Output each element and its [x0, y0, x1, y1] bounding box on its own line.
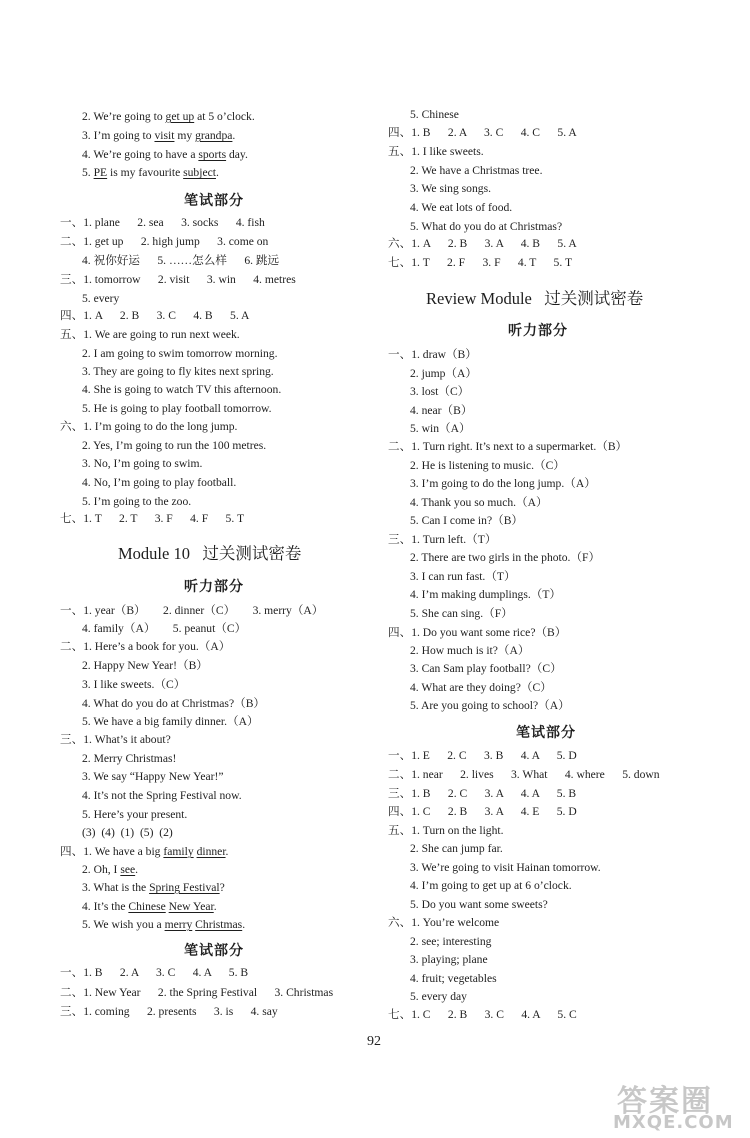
answer-text: 二、1. Turn right. It’s next to a supermarket.（B）	[388, 440, 628, 453]
answer-text: 3. I can run fast.（T）	[410, 570, 516, 583]
answer-text: 4. What are they doing?（C）	[410, 681, 552, 694]
answer-text: 4. Thank you so much.（A）	[410, 496, 548, 509]
module-title: Review Module 过关测试密卷	[426, 289, 644, 308]
answer-line	[388, 768, 660, 782]
answer-text: at 5 o’clock.	[194, 110, 255, 123]
answer-text: 2. Merry Christmas!	[82, 752, 177, 765]
answer-line	[82, 808, 187, 822]
answer-line	[60, 986, 333, 1000]
page-number: 92	[367, 1034, 381, 1049]
underlined-answer: New Year	[168, 900, 214, 913]
answer-text: 5. Here’s your present.	[82, 808, 188, 821]
answer-text: 5. every day	[410, 990, 467, 1003]
answer-text: 二、1. get up 2. high jump 3. come on	[60, 235, 269, 248]
answer-text: 3. They are going to fly kites next spring.	[82, 365, 274, 378]
answer-text: 4. 祝你好运 5. ……怎么样 6. 跳远	[82, 254, 280, 267]
answer-line	[82, 457, 202, 471]
answer-line	[388, 749, 577, 763]
underlined-answer: merry	[164, 918, 193, 931]
answer-text: 七、1. T 2. F 3. F 4. T 5. T	[388, 256, 573, 269]
answer-text: 一、1. E 2. C 3. B 4. A 5. D	[388, 749, 577, 762]
answer-line	[410, 588, 561, 602]
underlined-answer: subject	[183, 166, 216, 179]
answer-text: 2. We’re going to	[82, 110, 166, 123]
answer-line	[82, 622, 246, 636]
answer-text: .	[213, 900, 217, 913]
underlined-answer: get up	[165, 110, 195, 123]
answer-line	[82, 495, 191, 509]
answer-line	[82, 659, 208, 673]
answer-line	[82, 789, 242, 803]
answer-line	[410, 164, 542, 178]
answer-text: 3. lost（C）	[410, 385, 470, 398]
answer-text: 5. She can sing.（F）	[410, 607, 513, 620]
answer-text: 3. We sing songs.	[410, 182, 491, 195]
answer-text: 2. We have a Christmas tree.	[410, 164, 543, 177]
answer-line	[388, 237, 577, 251]
answer-text: .	[135, 863, 139, 876]
answer-line	[82, 476, 236, 490]
answer-text: 三、1. Turn left.（T）	[388, 533, 497, 546]
answer-text: 4. She is going to watch TV this afternoon.	[82, 383, 282, 396]
answer-line	[82, 402, 272, 416]
answer-text: 3. We say “Happy New Year!”	[82, 770, 224, 783]
answer-line	[410, 607, 513, 621]
answer-text: 一、1. draw（B）	[388, 348, 477, 361]
answer-text: 4. We’re going to have a	[82, 148, 199, 161]
answer-text: 3. I’m going to do the long jump.（A）	[410, 477, 596, 490]
answer-text: 2. Yes, I’m going to run the 100 metres.	[82, 439, 267, 452]
answer-text: 4. It’s not the Spring Festival now.	[82, 789, 242, 802]
answer-text: 2. How much is it?（A）	[410, 644, 530, 657]
answer-text: 二、1. near 2. lives 3. What 4. where 5. down	[388, 768, 660, 781]
underlined-answer: PE	[93, 166, 108, 179]
answer-text: 4. No, I’m going to play football.	[82, 476, 237, 489]
answer-text: 一、1. year（B） 2. dinner（C） 3. merry（A）	[60, 604, 324, 617]
underlined-answer: grandpa	[195, 129, 233, 142]
answer-line	[410, 385, 469, 399]
answer-line	[410, 201, 512, 215]
answer-text: 3. I’m going to	[82, 129, 155, 142]
answer-text: 2. Oh, I	[82, 863, 121, 876]
answer-text: 二、1. New Year 2. the Spring Festival 3. Christmas	[60, 986, 334, 999]
answer-text: 3. Can Sam play football?（C）	[410, 662, 562, 675]
answer-line	[60, 640, 230, 654]
answer-text: .	[215, 166, 219, 179]
answer-line	[388, 126, 577, 140]
answer-line	[60, 1005, 278, 1019]
answer-text: 4. It’s the	[82, 900, 129, 913]
answer-line	[410, 879, 572, 893]
answer-line	[410, 861, 601, 875]
underlined-answer: dinner	[196, 845, 226, 858]
answer-line	[82, 697, 265, 711]
answer-text: 4. near（B）	[410, 404, 473, 417]
answer-text: 3. No, I’m going to swim.	[82, 457, 203, 470]
answer-text: 4. fruit; vegetables	[410, 972, 497, 985]
underlined-answer: Spring Festival	[149, 881, 220, 894]
answer-line	[82, 383, 281, 397]
answer-line	[82, 752, 176, 766]
answer-text: .	[225, 845, 229, 858]
answer-line	[82, 826, 173, 840]
answer-line	[410, 404, 472, 418]
answer-line	[388, 256, 572, 270]
section-heading: 听力部分	[184, 580, 244, 595]
answer-line	[410, 990, 467, 1004]
answer-text: 一、1. plane 2. sea 3. socks 4. fish	[60, 216, 265, 229]
answer-text: 2. There are two girls in the photo.（F）	[410, 551, 601, 564]
answer-text: .	[232, 129, 236, 142]
answer-line	[388, 787, 576, 801]
answer-line	[388, 805, 577, 819]
answer-line	[60, 273, 296, 287]
answer-line	[82, 881, 225, 895]
answer-text: 3. What is the	[82, 881, 150, 894]
answer-text: 2. Happy New Year!（B）	[82, 659, 208, 672]
section-heading: 听力部分	[508, 324, 568, 339]
answer-text: 3. I like sweets.（C）	[82, 678, 186, 691]
watermark-bottom-text: MXQE.COM	[613, 1112, 734, 1133]
answer-text: 5. What do you do at Christmas?	[410, 220, 563, 233]
answer-line	[82, 770, 223, 784]
answer-text: 七、1. T 2. T 3. F 4. F 5. T	[60, 512, 245, 525]
answer-line	[82, 918, 245, 932]
answer-line	[388, 1008, 577, 1022]
underlined-answer: sports	[198, 148, 227, 161]
underlined-answer: visit	[154, 129, 175, 142]
answer-line	[410, 662, 562, 676]
answer-text: 4. We eat lots of food.	[410, 201, 513, 214]
answer-line	[410, 108, 459, 122]
underlined-answer: Chinese	[128, 900, 166, 913]
answer-line	[60, 966, 248, 980]
answer-text: 2. see; interesting	[410, 935, 492, 948]
answer-line	[60, 604, 323, 618]
answer-line	[60, 845, 228, 859]
answer-line	[60, 216, 265, 230]
answer-text: 四、1. C 2. B 3. A 4. E 5. D	[388, 805, 577, 818]
answer-text: .	[242, 918, 246, 931]
answer-line	[410, 898, 548, 912]
answer-text: 六、1. I’m going to do the long jump.	[60, 420, 238, 433]
answer-line	[410, 459, 565, 473]
answer-text: (3) (4) (1) (5) (2)	[82, 826, 173, 839]
underlined-answer: see	[120, 863, 136, 876]
answer-line	[60, 512, 244, 526]
answer-line	[82, 439, 266, 453]
answer-line	[82, 166, 219, 180]
answer-text: 5. We wish you a	[82, 918, 165, 931]
answer-text: 三、1. B 2. C 3. A 4. A 5. B	[388, 787, 577, 800]
answer-line	[82, 678, 185, 692]
answer-line	[82, 292, 119, 306]
answer-line	[410, 422, 471, 436]
answer-text: 4. What do you do at Christmas?（B）	[82, 697, 266, 710]
answer-text: 七、1. C 2. B 3. C 4. A 5. C	[388, 1008, 577, 1021]
answer-line	[410, 367, 477, 381]
answer-line	[388, 348, 477, 362]
answer-text: 五、1. I like sweets.	[388, 145, 484, 158]
answer-text: 5. We have a big family dinner.（A）	[82, 715, 259, 728]
answer-text: 二、1. Here’s a book for you.（A）	[60, 640, 231, 653]
answer-text: 一、1. B 2. A 3. C 4. A 5. B	[60, 966, 249, 979]
answer-text: 5. win（A）	[410, 422, 471, 435]
answer-text: 四、1. We have a big	[60, 845, 164, 858]
answer-text: 六、1. A 2. B 3. A 4. B 5. A	[388, 237, 577, 250]
answer-line	[82, 365, 274, 379]
answer-text: 5. Can I come in?（B）	[410, 514, 524, 527]
answer-line	[410, 972, 497, 986]
answer-line	[410, 477, 596, 491]
answer-line	[82, 148, 248, 162]
answer-line	[388, 824, 504, 838]
answer-line	[60, 733, 171, 747]
answer-text: is my favourite	[107, 166, 184, 179]
answer-text: 5. Chinese	[410, 108, 459, 121]
answer-line	[388, 626, 566, 640]
answer-line	[60, 235, 268, 249]
answer-text: 五、1. We are going to run next week.	[60, 328, 240, 341]
answer-line	[60, 420, 237, 434]
answer-line	[410, 496, 548, 510]
answer-line	[388, 440, 627, 454]
answer-line	[410, 570, 516, 584]
watermark-top-text: 答案圈	[617, 1084, 713, 1119]
answer-text: 3. We’re going to visit Hainan tomorrow.	[410, 861, 601, 874]
answer-line	[410, 842, 503, 856]
answer-text: 2. She can jump far.	[410, 842, 503, 855]
answer-text: ?	[219, 881, 225, 894]
answer-text: my	[174, 129, 196, 142]
answer-line	[410, 182, 491, 196]
underlined-answer: family	[163, 845, 194, 858]
answer-line	[410, 935, 491, 949]
answer-line	[82, 254, 279, 268]
answer-text: 2. I am going to swim tomorrow morning.	[82, 347, 278, 360]
answer-line	[410, 551, 600, 565]
answer-line	[410, 681, 552, 695]
underlined-answer: Christmas	[195, 918, 243, 931]
answer-line	[388, 145, 484, 159]
answer-text: 五、1. Turn on the light.	[388, 824, 504, 837]
section-heading: 笔试部分	[184, 194, 244, 209]
answer-text: 5. He is going to play football tomorrow.	[82, 402, 272, 415]
answer-line	[388, 916, 499, 930]
answer-line	[82, 110, 255, 124]
answer-text: 三、1. tomorrow 2. visit 3. win 4. metres	[60, 273, 296, 286]
answer-text: 四、1. A 2. B 3. C 4. B 5. A	[60, 309, 250, 322]
answer-line	[410, 220, 562, 234]
answer-line	[410, 699, 570, 713]
watermark-logo	[607, 1076, 742, 1134]
answer-text: 5. every	[82, 292, 120, 305]
answer-line	[410, 644, 529, 658]
answer-line	[82, 863, 138, 877]
answer-line	[60, 309, 249, 323]
answer-text: 2. jump（A）	[410, 367, 477, 380]
answer-line	[82, 347, 277, 361]
answer-text: 4. I’m making dumplings.（T）	[410, 588, 562, 601]
answer-text: 四、1. B 2. A 3. C 4. C 5. A	[388, 126, 577, 139]
answer-text: day.	[226, 148, 248, 161]
answer-line	[410, 514, 523, 528]
answer-text: 5. I’m going to the zoo.	[82, 495, 192, 508]
answer-text: 4. I’m going to get up at 6 o’clock.	[410, 879, 572, 892]
answer-text: 三、1. What’s it about?	[60, 733, 171, 746]
answer-line	[60, 328, 240, 342]
answer-line	[82, 900, 217, 914]
section-heading: 笔试部分	[184, 944, 244, 959]
answer-text: 5. Do you want some sweets?	[410, 898, 548, 911]
answer-text: 三、1. coming 2. presents 3. is 4. say	[60, 1005, 278, 1018]
answer-text: 4. family（A） 5. peanut（C）	[82, 622, 247, 635]
answer-line	[388, 533, 496, 547]
section-heading: 笔试部分	[516, 726, 576, 741]
answer-text: 六、1. You’re welcome	[388, 916, 500, 929]
answer-line	[82, 129, 235, 143]
answer-text: 5. Are you going to school?（A）	[410, 699, 570, 712]
answer-text: 2. He is listening to music.（C）	[410, 459, 565, 472]
answer-line	[82, 715, 259, 729]
answer-text: 四、1. Do you want some rice?（B）	[388, 626, 567, 639]
module-title: Module 10 过关测试密卷	[118, 544, 302, 563]
answer-text: 5.	[82, 166, 94, 179]
answer-line	[410, 953, 488, 967]
answer-text: 3. playing; plane	[410, 953, 488, 966]
